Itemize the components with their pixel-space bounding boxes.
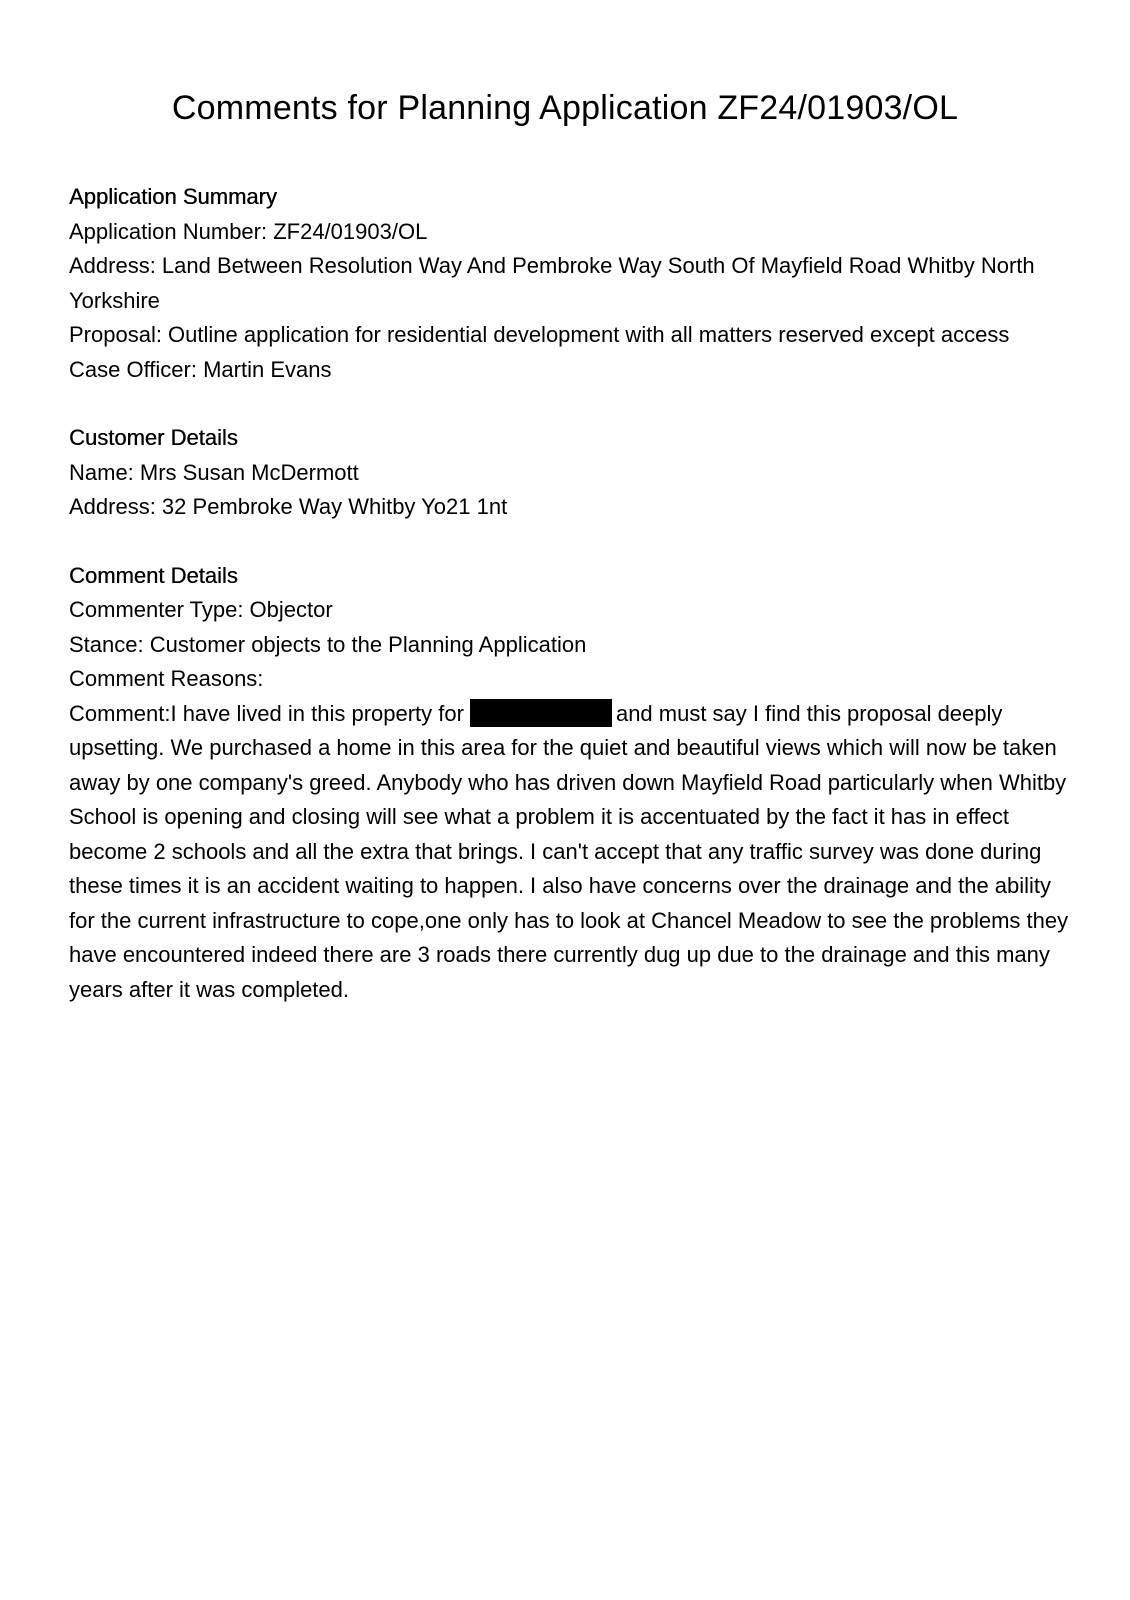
customer-details-section [69,421,1069,525]
application-summary-heading: Application Summary [69,184,277,209]
redaction-block [470,699,612,727]
customer-details-heading: Customer Details [69,425,238,450]
comment-reasons: Comment Reasons: [69,666,264,691]
document-content [69,180,1069,1041]
case-officer: Case Officer: Martin Evans [69,356,332,382]
commenter-type: Commenter Type: Objector [69,597,333,622]
customer-name: Name: Mrs Susan McDermott [69,459,359,485]
comment-details-section [69,559,1069,1008]
application-summary-section [69,180,1069,387]
application-proposal: Proposal: Outline application for residential development with all matters reserved except access [69,322,1010,347]
comment-text-rest: and must say I find this proposal deeply upsetting. We purchased a home in this area for the quiet and beautiful views which will now be taken away by one company's greed. Anybody who has driven down Mayfield Road particularly when Whitby School is opening and closing will see what a problem it is accentuated by the fact it has in effect become 2 schools and all the extra that brings. I can't accept that any traffic survey was done during these times it is an accident waiting to happen. I also have concerns over the drainage and the ability for the current infrastructure to cope,one only has to look at Chancel Meadow to see the problems they have encountered indeed there are 3 roads there currently dug up due to the drainage and this many years after it was completed. [69,700,1069,1002]
stance: Stance: Customer objects to the Planning Application [69,631,587,657]
page-title: Comments for Planning Application ZF24/01903/OL [171,89,959,127]
customer-address: Address: 32 Pembroke Way Whitby Yo21 1nt [69,494,508,519]
comment-text [69,697,1069,1008]
comment-details-heading: Comment Details [69,562,238,588]
comment-text-start: Comment:I have lived in this property for [69,700,464,726]
application-number: Application Number: ZF24/01903/OL [69,218,428,244]
application-address: Address: Land Between Resolution Way And Pembroke Way South Of Mayfield Road Whitby North Yorkshire [69,253,1035,313]
